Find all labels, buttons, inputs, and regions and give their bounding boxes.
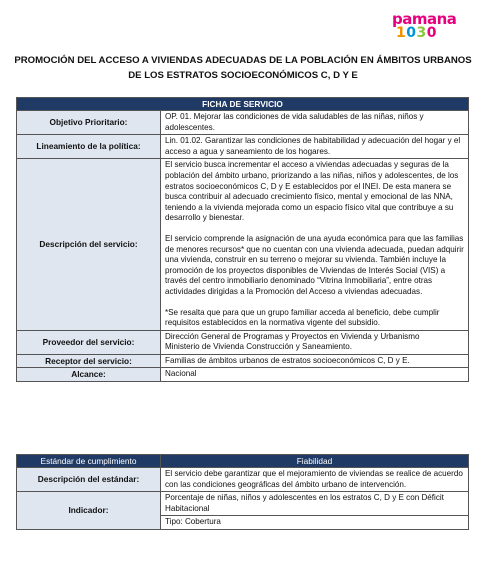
estandar-descripcion-value: El servicio debe garantizar que el mejoramiento de viviendas se realice de acuerdo con las condiciones geográficas del ámbito urbano de intervención. [161,468,469,492]
receptor-label: Receptor del servicio: [17,354,161,368]
descripcion-value [161,159,469,330]
descripcion-paragraph: El servicio comprende la asignación de una ayuda económica para que las familias de menores recursos* que no cuentan con una vivienda adecuada, puedan adquirir una vivienda, construir en su terreno o mejorar su vivienda. También incluye la promoción de los proyectos disponibles de Viviendas de Interés Social (VIS) a través del centro inmobiliario denominado “Vitrina Inmobiliaria”, entre otras actividades dirigidas a la Promoción del Acceso a viviendas adecuadas. [165,233,464,296]
table-row [17,330,469,354]
receptor-value: Familias de ámbitos urbanos de estratos socioeconómicos C, D y E. [161,354,469,368]
table-header-row [17,455,469,468]
lineamiento-value: Lin. 01.02. Garantizar las condiciones de habitabilidad y adecuación del hogar y el acceso a agua y saneamiento de los hogares. [161,135,469,159]
logo-digit: 1 [396,25,407,41]
table-row [17,468,469,492]
proveedor-label: Proveedor del servicio: [17,330,161,354]
estandar-descripcion-label: Descripción del estándar: [17,468,161,492]
proveedor-value [161,330,469,354]
table-row [17,135,469,159]
descripcion-paragraph: El servicio busca incrementar el acceso a viviendas adecuadas y seguras de la población del ámbito urbano, priorizando a las niñas, niños y adolescentes, de los estratos socioeconómicos C, D y E establecidos por el INEI. De esta manera se busca contribuir al adecuado crecimiento físico, mental y emocional de las NNA, teniendo a la vivienda mejorada como un espacio físico vital que contribuye a su desarrollo y bienestar. [165,160,459,223]
table-row [17,492,469,516]
table-row [17,111,469,135]
logo-wordmark: pamana [392,10,457,28]
ficha-de-servicio-table [16,97,469,382]
objetivo-value: OP. 01. Mejorar las condiciones de vida saludables de las niñas, niños y adolescentes. [161,111,469,135]
logo-digit: 0 [406,25,417,41]
descripcion-label: Descripción del servicio: [17,159,161,330]
ficha-header: FICHA DE SERVICIO [17,98,469,111]
tipo-value: Tipo: Cobertura [161,516,469,530]
indicador-label: Indicador: [17,492,161,530]
lineamiento-label: Lineamiento de la política: [17,135,161,159]
logo-digit: 0 [426,25,437,41]
proveedor-line: Ministerio de Vivienda Construcción y Saneamiento. [165,342,353,352]
estandar-header-left: Estándar de cumplimiento [17,455,161,468]
alcance-value: Nacional [161,368,469,382]
objetivo-label: Objetivo Prioritario: [17,111,161,135]
alcance-label: Alcance: [17,368,161,382]
pamana-logo [390,10,460,46]
estandar-header-right: Fiabilidad [161,455,469,468]
table-header-row [17,98,469,111]
table-row [17,159,469,330]
descripcion-footnote: *Se resalta que para que un grupo familiar acceda al beneficio, debe cumplir requisitos establecidos en la normativa vigente del subsidio. [165,307,440,328]
proveedor-line: Dirección General de Programas y Proyectos en Vivienda y Urbanismo [165,331,420,341]
logo-number [396,25,437,41]
table-row [17,354,469,368]
estandar-table [16,454,469,530]
document-title: PROMOCIÓN DEL ACCESO A VIVIENDAS ADECUADAS DE LA POBLACIÓN EN ÁMBITOS URBANOS DE LOS ESTRATOS SOCIOECONÓMICOS C, D Y E [14,55,472,81]
table-row [17,368,469,382]
logo-digit: 3 [416,25,427,41]
indicador-value: Porcentaje de niñas, niños y adolescentes en los estratos C, D y E con Déficit Habitacional [161,492,469,516]
